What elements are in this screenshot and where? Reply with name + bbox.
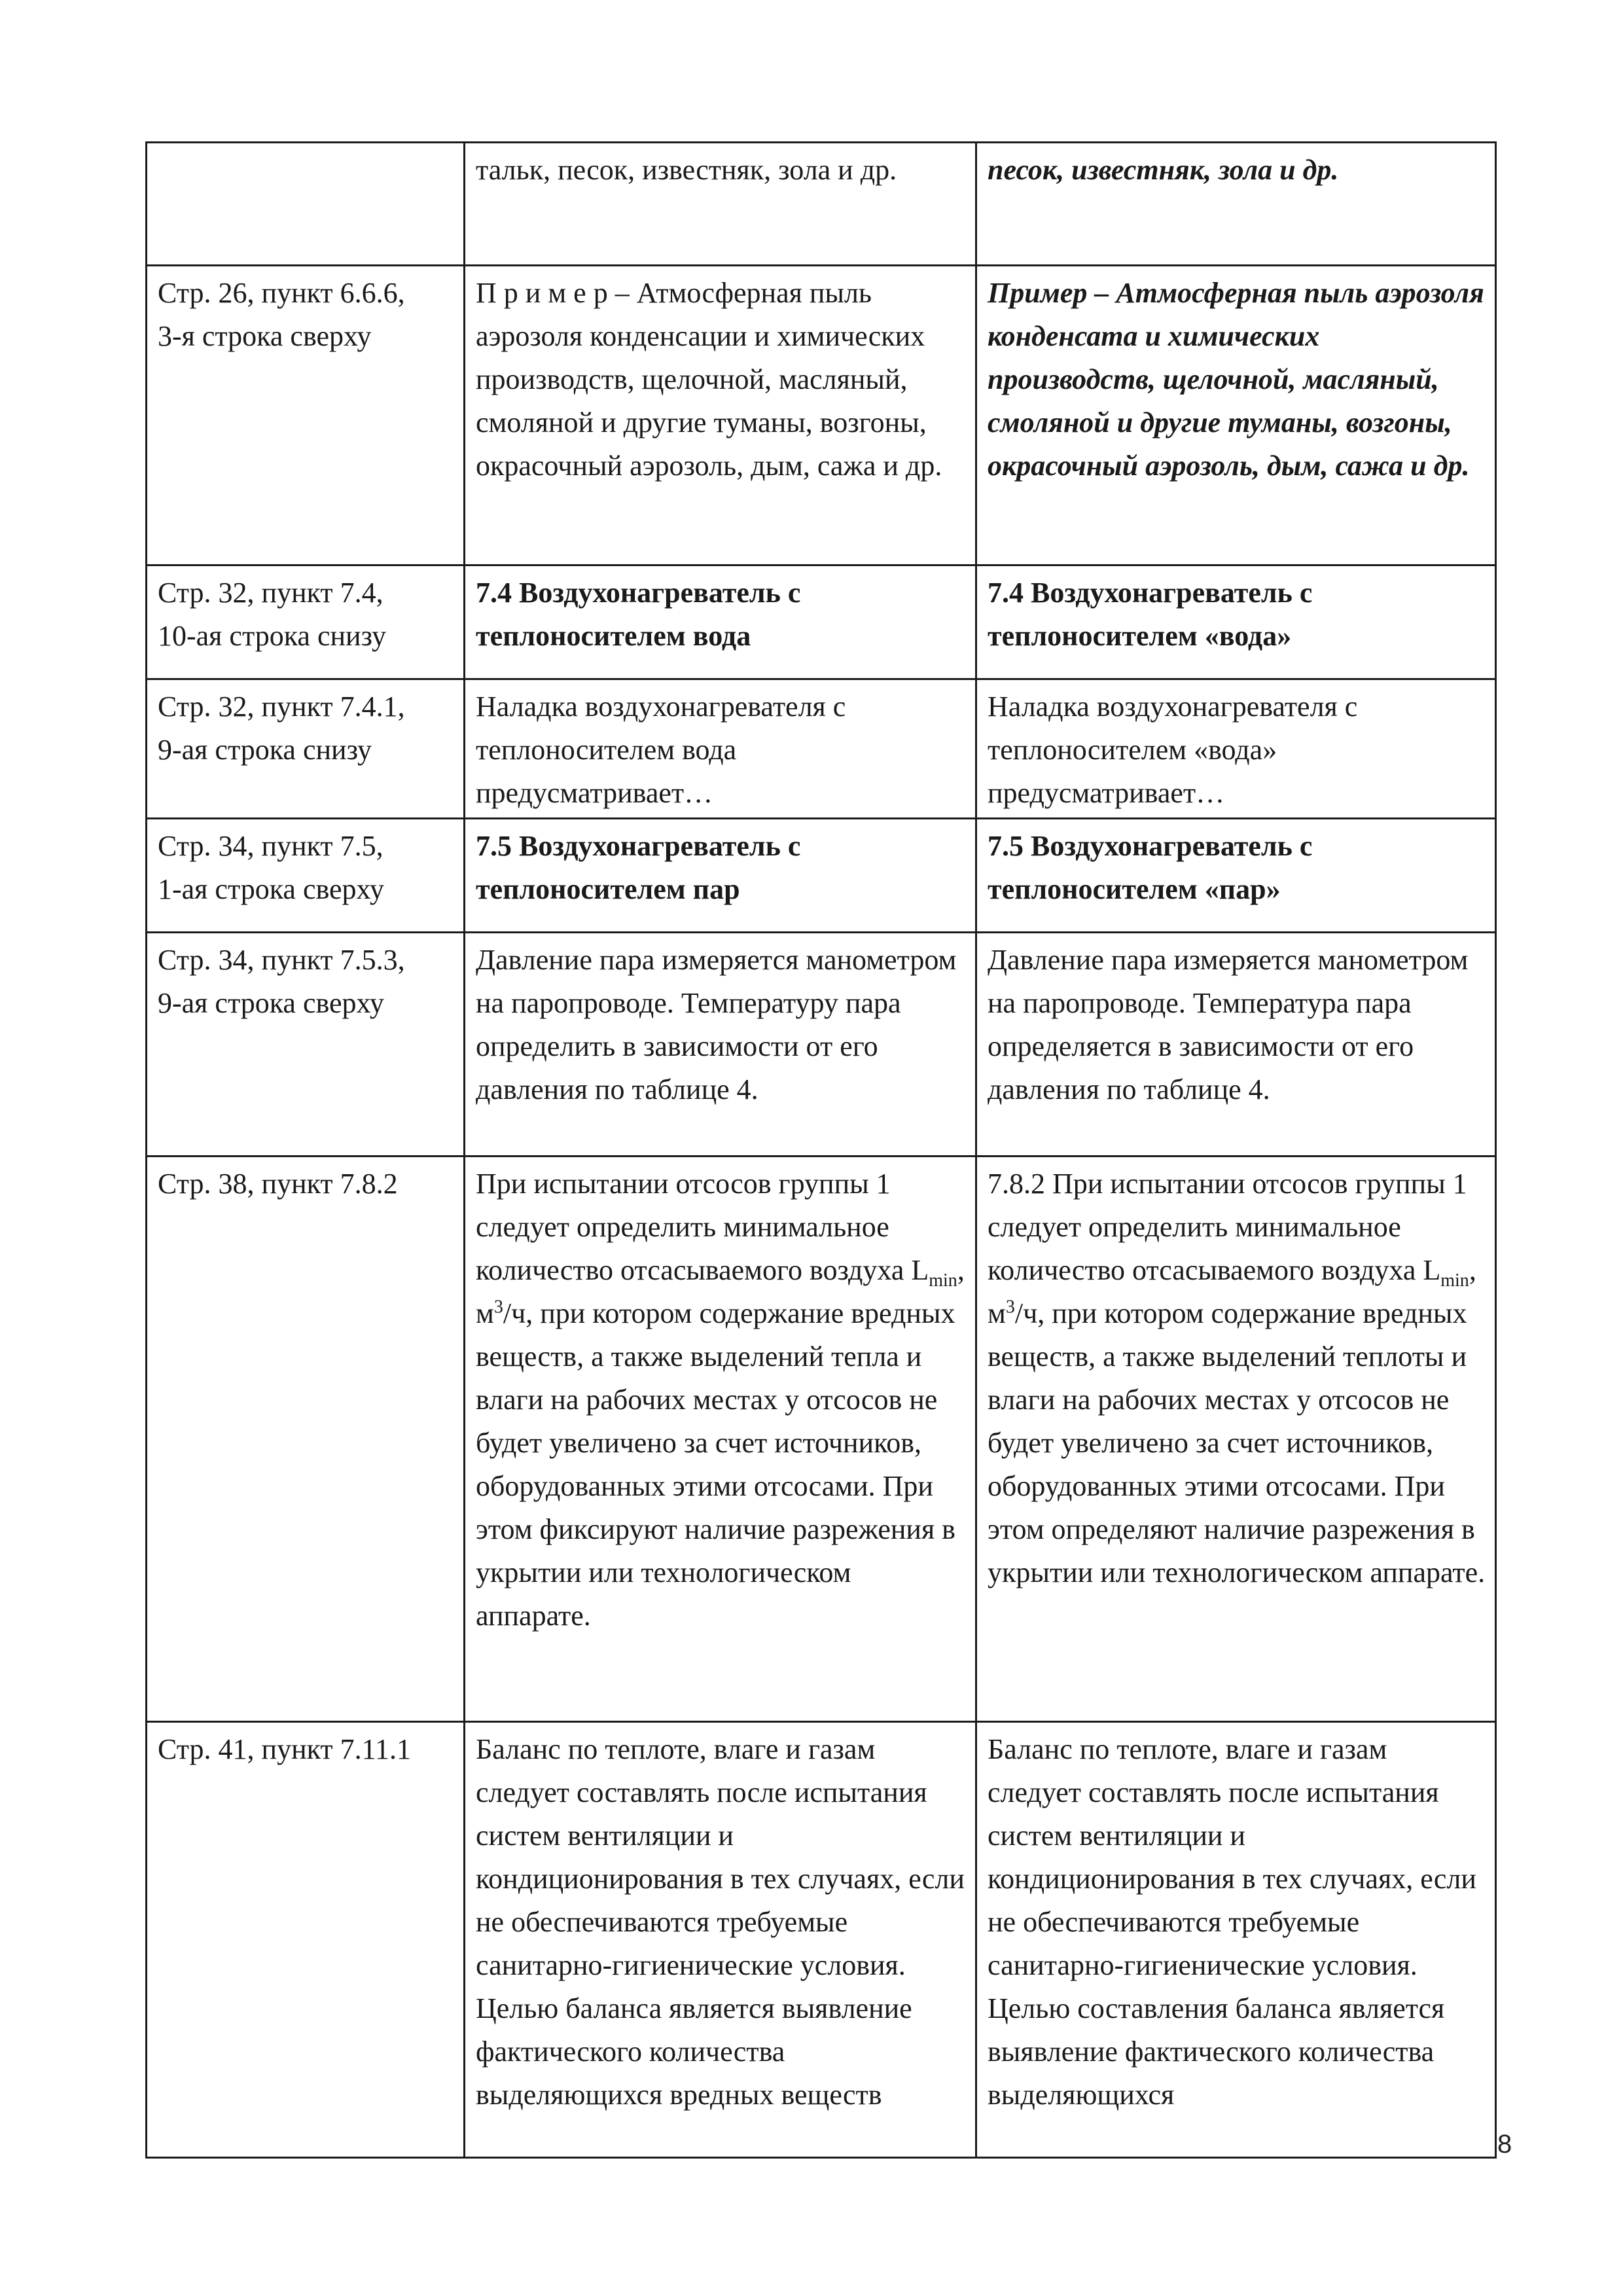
text-fragment: При испытании отсосов группы 1 следует определить минимальное количество отсасываемого воздуха L bbox=[476, 1168, 929, 1286]
corrected-text-cell: Наладка воздухонагревателя с теплоносителем «вода» предусматривает… bbox=[976, 679, 1496, 819]
table-row bbox=[147, 143, 1496, 266]
original-text-cell bbox=[465, 1157, 976, 1722]
location-cell: Стр. 32, пункт 7.4.1, 9-ая строка снизу bbox=[147, 679, 465, 819]
superscript-text: 3 bbox=[1005, 1297, 1015, 1318]
original-text-cell: тальк, песок, известняк, зола и др. bbox=[465, 143, 976, 266]
text-fragment: , м bbox=[476, 1254, 965, 1329]
location-cell: Стр. 41, пункт 7.11.1 bbox=[147, 1722, 465, 2158]
table-row bbox=[147, 266, 1496, 565]
corrected-text-cell: песок, известняк, зола и др. bbox=[976, 143, 1496, 266]
corrected-text-cell: 7.4 Воздухонагреватель с теплоносителем «вода» bbox=[976, 565, 1496, 679]
location-cell: Стр. 34, пункт 7.5.3, 9-ая строка сверху bbox=[147, 933, 465, 1157]
text-fragment: , м bbox=[988, 1254, 1476, 1329]
location-cell: Стр. 32, пункт 7.4, 10-ая строка снизу bbox=[147, 565, 465, 679]
table-row bbox=[147, 819, 1496, 933]
table-row bbox=[147, 565, 1496, 679]
errata-table bbox=[145, 141, 1497, 2159]
table-row bbox=[147, 1157, 1496, 1722]
location-cell: Стр. 34, пункт 7.5, 1-ая строка сверху bbox=[147, 819, 465, 933]
original-text-cell: Баланс по теплоте, влаге и газам следует составлять после испытания систем вентиляции и кондиционирования в тех случаях, если не обеспечиваются требуемые санитарно-гигиенические условия. Целью баланса является выявление фактического количества выделяющихся вредных веществ bbox=[465, 1722, 976, 2158]
original-text-cell: Наладка воздухонагревателя с теплоносителем вода предусматривает… bbox=[465, 679, 976, 819]
superscript-text: 3 bbox=[493, 1297, 503, 1318]
location-cell bbox=[147, 143, 465, 266]
corrected-text-cell: Давление пара измеряется манометром на паропроводе. Температура пара определяется в зависимости от его давления по таблице 4. bbox=[976, 933, 1496, 1157]
table-row bbox=[147, 933, 1496, 1157]
text-fragment: 7.8.2 При испытании отсосов группы 1 следует определить минимальное количество отсасываемого воздуха L bbox=[988, 1168, 1467, 1286]
location-cell: Стр. 26, пункт 6.6.6, 3-я строка сверху bbox=[147, 266, 465, 565]
page-number: 8 bbox=[1497, 2130, 1512, 2159]
original-text-cell: 7.5 Воздухонагреватель с теплоносителем пар bbox=[465, 819, 976, 933]
corrected-text-cell: Пример – Атмосферная пыль аэрозоля конденсата и химических производств, щелочной, масляный, смоляной и другие туманы, возгоны, окрасочный аэрозоль, дым, сажа и др. bbox=[976, 266, 1496, 565]
location-cell: Стр. 38, пункт 7.8.2 bbox=[147, 1157, 465, 1722]
table-row bbox=[147, 1722, 1496, 2158]
original-text-cell: П р и м е р – Атмосферная пыль аэрозоля конденсации и химических производств, щелочной, масляный, смоляной и другие туманы, возгоны, окрасочный аэрозоль, дым, сажа и др. bbox=[465, 266, 976, 565]
original-text-cell: 7.4 Воздухонагреватель с теплоносителем вода bbox=[465, 565, 976, 679]
corrected-text-cell: Баланс по теплоте, влаге и газам следует составлять после испытания систем вентиляции и кондиционирования в тех случаях, если не обеспечиваются требуемые санитарно-гигиенические условия. Целью составления баланса является выявление фактического количества выделяющихся bbox=[976, 1722, 1496, 2158]
subscript-text: min bbox=[1440, 1270, 1469, 1291]
text-fragment: /ч, при котором содержание вредных веществ, а также выделений тепла и влаги на рабочих местах у отсосов не будет увеличено за счет источников, оборудованных этими отсосами. При этом фиксируют наличие разрежения в укрытии или технологическом аппарате. bbox=[476, 1297, 955, 1632]
original-text-cell: Давление пара измеряется манометром на паропроводе. Температуру пара определить в зависимости от его давления по таблице 4. bbox=[465, 933, 976, 1157]
corrected-text-cell: 7.5 Воздухонагреватель с теплоносителем «пар» bbox=[976, 819, 1496, 933]
text-fragment: /ч, при котором содержание вредных веществ, а также выделений теплоты и влаги на рабочих местах у отсосов не будет увеличено за счет источников, оборудованных этими отсосами. При этом определяют наличие разрежения в укрытии или технологическом аппарате. bbox=[988, 1297, 1486, 1588]
subscript-text: min bbox=[929, 1270, 957, 1291]
corrected-text-cell bbox=[976, 1157, 1496, 1722]
table-row bbox=[147, 679, 1496, 819]
